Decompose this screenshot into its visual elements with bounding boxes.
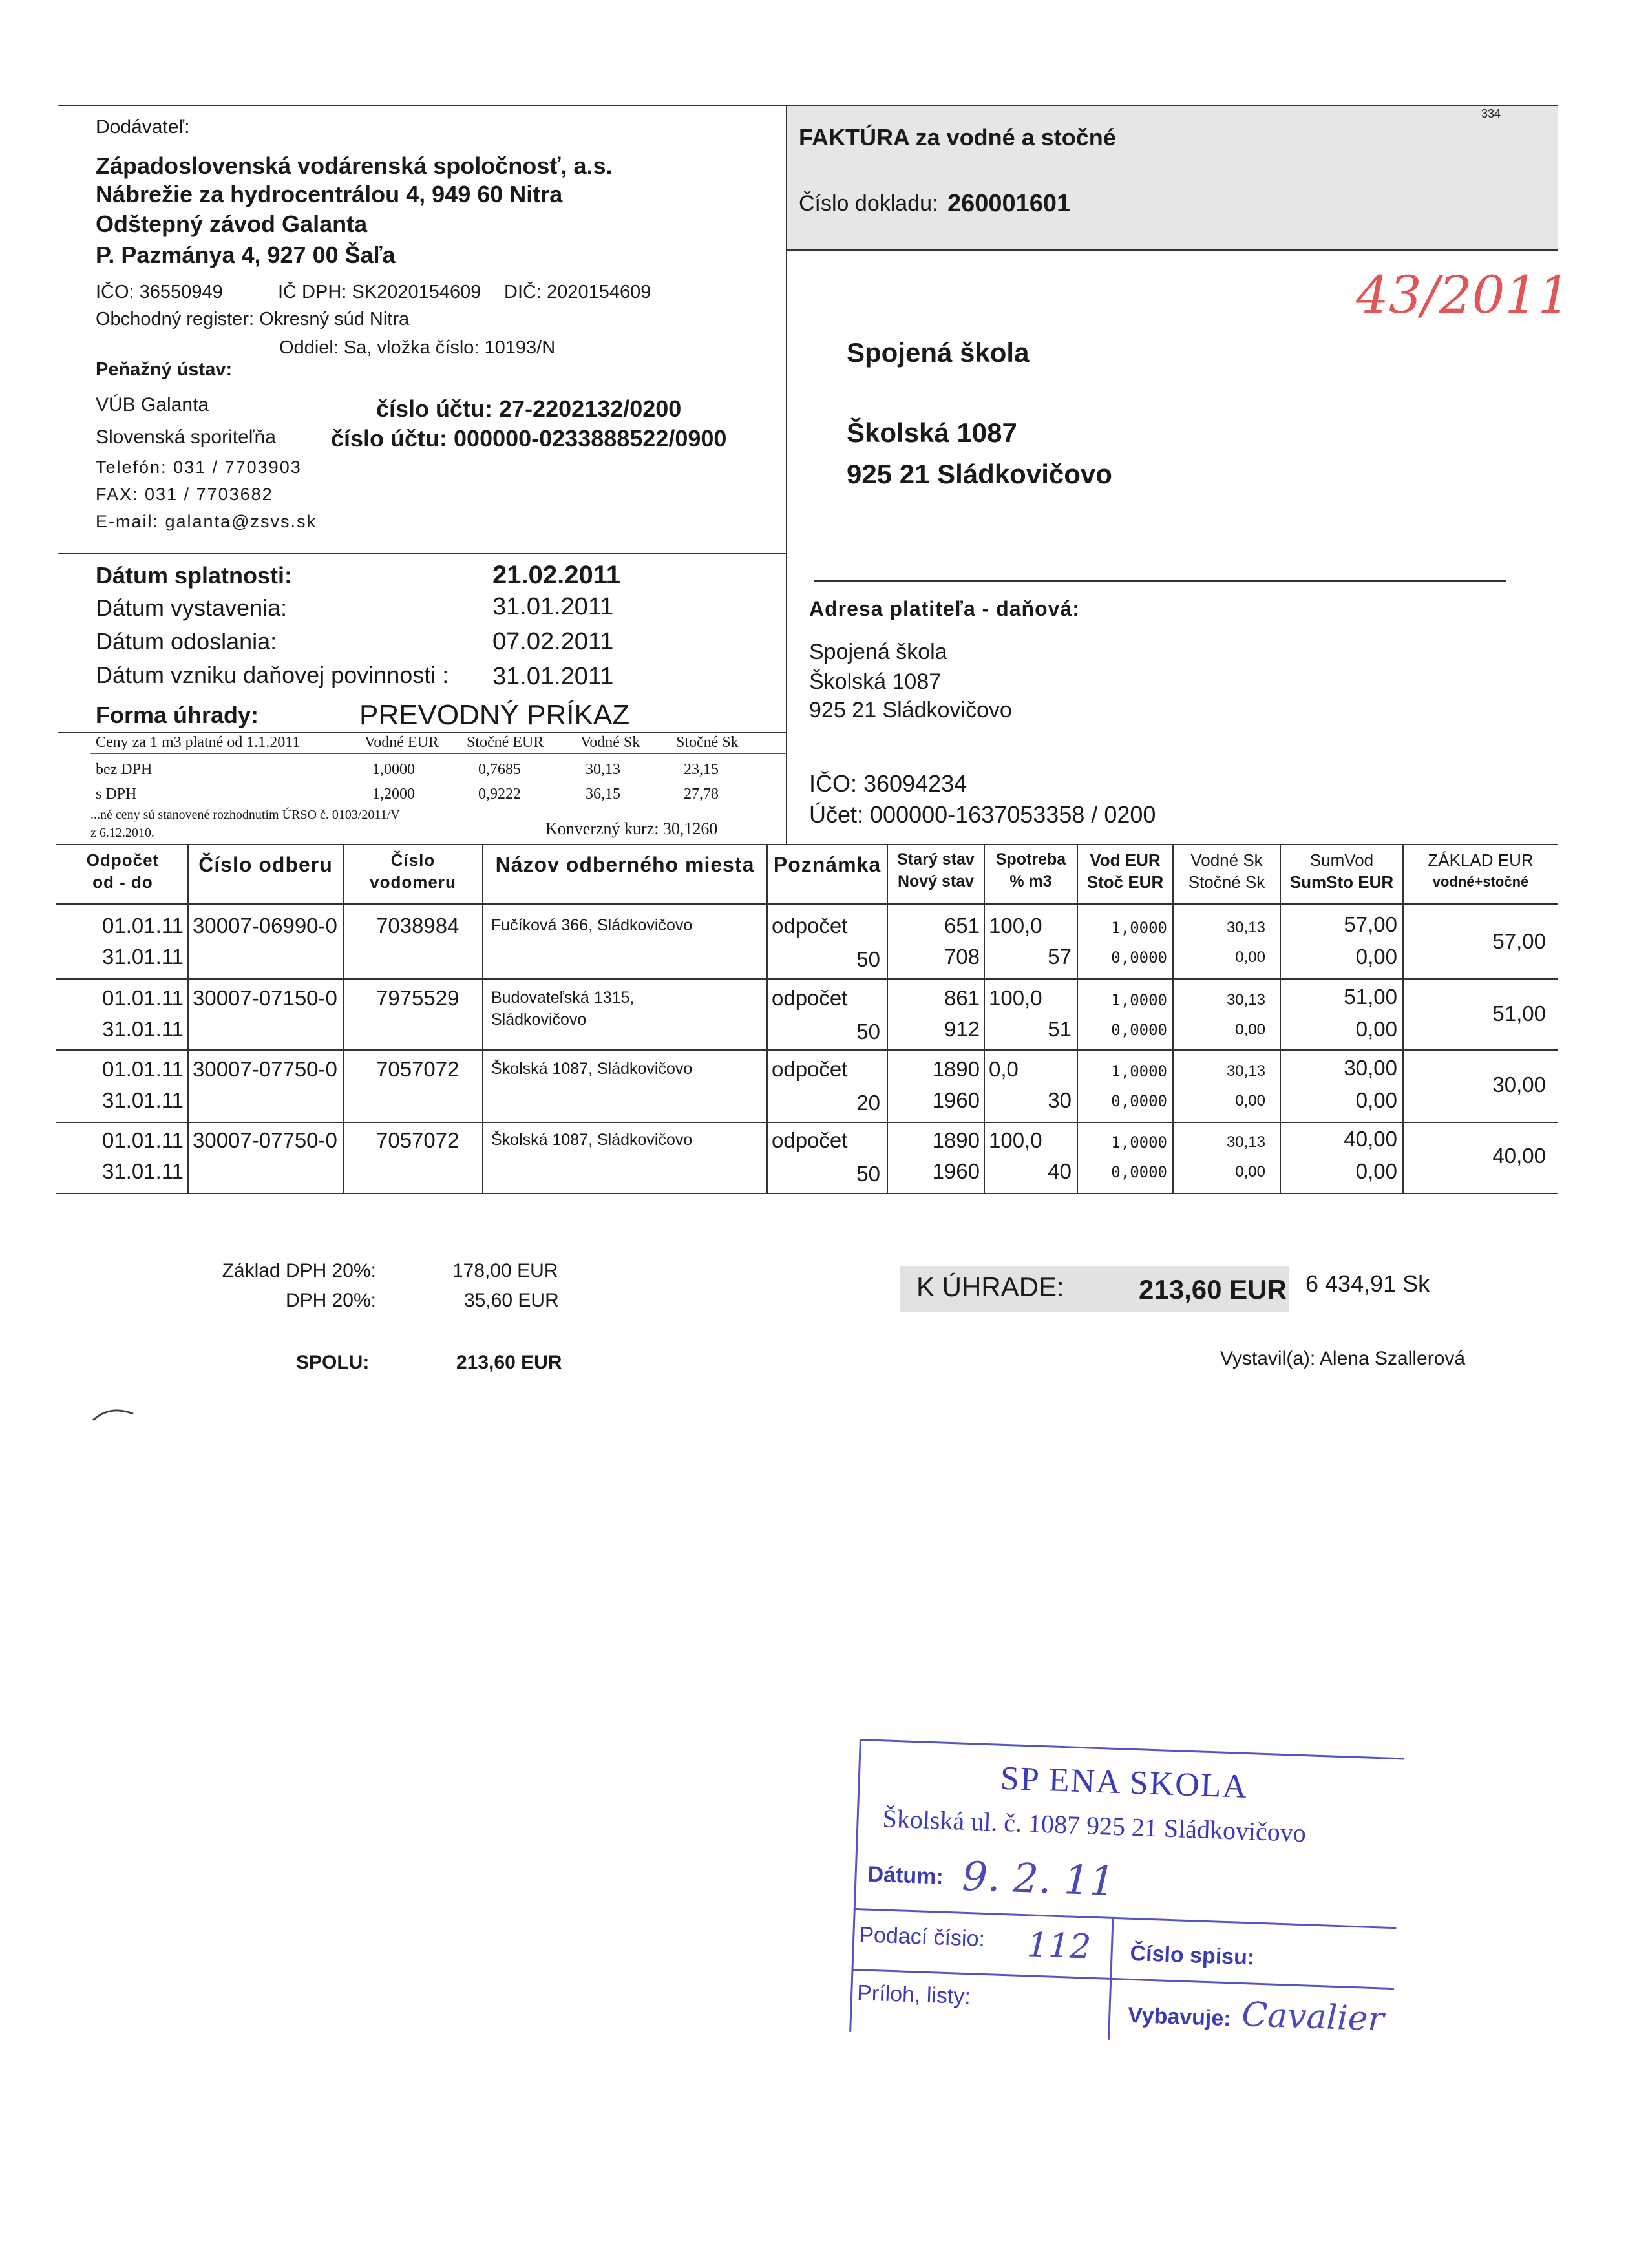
row-separator xyxy=(56,978,1558,980)
price-row-value: 30,13 xyxy=(586,761,620,778)
payer-account: Účet: 000000-1637053358 / 0200 xyxy=(809,801,1156,828)
supplier-name: Západoslovenská vodárenská spoločnosť, a.s. xyxy=(96,152,613,179)
stamp-vybavuje-value: Cavalier xyxy=(1241,1995,1385,2039)
price-note-date: z 6.12.2010. xyxy=(90,826,154,840)
registry-stamp xyxy=(829,1738,1422,2081)
due-date-label: Dátum splatnosti: xyxy=(96,562,293,589)
cell-zaklad: 57,00 xyxy=(1492,929,1546,953)
stamp-prilohy-label: Príloh, listy: xyxy=(856,1980,971,2010)
cell-pct: 100,0 xyxy=(989,914,1042,938)
cell-vod-eur: 1,0000 xyxy=(1111,1133,1167,1151)
cell-vod-eur: 1,0000 xyxy=(1111,919,1167,937)
table-top-line xyxy=(56,844,1558,845)
price-row-value: 0,9222 xyxy=(478,786,521,803)
cell-stoc-eur: 0,0000 xyxy=(1111,949,1167,967)
cell-stary: 1890 xyxy=(932,1057,980,1081)
th-vodne-stocne: vodné+stočné xyxy=(1432,874,1529,890)
cell-m3: 51 xyxy=(1048,1017,1072,1041)
price-row-value: 0,7685 xyxy=(478,761,521,778)
price-row-value: 27,78 xyxy=(684,786,719,803)
th-vodne-sk: Vodné Sk xyxy=(1190,850,1263,870)
stamp-podacie-label: Podací čísio: xyxy=(858,1922,986,1951)
th-pct-m3: % m3 xyxy=(1009,872,1052,890)
cell-sumsto: 0,00 xyxy=(1355,1017,1397,1041)
page-number: 334 xyxy=(1481,107,1501,120)
stamp-date-label: Dátum: xyxy=(867,1862,944,1889)
price-note: ...né ceny sú stanovené rozhodnutím ÚRSO č. 0103/2011/V xyxy=(90,808,400,822)
cell-sumvod: 40,00 xyxy=(1344,1127,1397,1151)
payment-line xyxy=(58,732,787,733)
cell-stary: 861 xyxy=(944,986,980,1010)
cell-zaklad: 40,00 xyxy=(1492,1144,1546,1168)
col-line xyxy=(1402,844,1404,1193)
cell-poz-num: 20 xyxy=(856,1091,880,1115)
cell-vod-eur: 1,0000 xyxy=(1111,991,1167,1009)
cell-miesto: Školská 1087, Sládkovičovo xyxy=(491,1060,693,1078)
cell-od: 01.01.11 xyxy=(101,914,184,938)
vat-base-label: Základ DPH 20%: xyxy=(222,1260,376,1281)
cell-odber: 30007-06990-0 xyxy=(193,914,337,938)
th-zaklad: ZÁKLAD EUR xyxy=(1428,850,1534,870)
customer-street: Školská 1087 xyxy=(847,417,1017,448)
cell-od: 01.01.11 xyxy=(101,1128,184,1152)
price-row-value: 36,15 xyxy=(586,786,620,803)
issued-date-label: Dátum vystavenia: xyxy=(96,594,288,621)
price-row-label: s DPH xyxy=(96,786,137,803)
supplier-register: Obchodný register: Okresný súd Nitra xyxy=(96,309,410,330)
scan-mark xyxy=(90,1403,136,1423)
table-bottom-line xyxy=(56,1193,1558,1194)
cell-poz-num: 50 xyxy=(856,1162,880,1186)
cell-poznamka: odpočet xyxy=(772,914,848,938)
vat-base-value: 178,00 EUR xyxy=(452,1260,558,1281)
th-sumvod: SumVod xyxy=(1309,850,1374,870)
th-odpocet: Odpočet xyxy=(86,850,160,870)
bank1-name: VÚB Galanta xyxy=(96,394,209,415)
customer-city: 925 21 Sládkovičovo xyxy=(847,459,1112,489)
table-header-line xyxy=(56,903,1558,905)
cell-novy: 912 xyxy=(944,1017,980,1041)
cell-sumsto: 0,00 xyxy=(1355,1159,1397,1183)
supplier-fax: FAX: 031 / 7703682 xyxy=(96,485,273,504)
col-line xyxy=(343,844,344,1193)
supplier-ico: IČO: 36550949 xyxy=(96,282,223,302)
supplier-branch-address: P. Pazmánya 4, 927 00 Šaľa xyxy=(96,242,396,268)
cell-pct: 100,0 xyxy=(989,1128,1042,1152)
cell-sumsto: 0,00 xyxy=(1355,945,1397,969)
cell-vodomer: 7057072 xyxy=(376,1057,460,1081)
total-value: 213,60 EUR xyxy=(456,1352,562,1373)
sent-date-value: 07.02.2011 xyxy=(492,628,614,655)
payer-label: Adresa platiteľa - daňová: xyxy=(809,597,1080,620)
supplier-register-section: Oddiel: Sa, vložka číslo: 10193/N xyxy=(279,337,556,358)
cell-stoc-eur: 0,0000 xyxy=(1111,1021,1167,1039)
cell-odber: 30007-07750-0 xyxy=(193,1128,337,1152)
price-header-line xyxy=(90,753,787,754)
col-line xyxy=(766,844,768,1193)
cell-vodomer: 7038984 xyxy=(376,914,460,938)
col-line xyxy=(984,844,985,1193)
supplier-dic: DIČ: 2020154609 xyxy=(504,282,651,302)
cell-sumvod: 30,00 xyxy=(1344,1056,1397,1080)
payment-form-label: Forma úhrady: xyxy=(96,702,259,728)
th-stoc-eur: Stoč EUR xyxy=(1086,872,1164,892)
price-header-2: Stočné EUR xyxy=(467,734,544,751)
price-header-0: Ceny za 1 m3 platné od 1.1.2011 xyxy=(96,734,301,751)
th-sumsto: SumSto EUR xyxy=(1289,872,1394,892)
cell-m3: 57 xyxy=(1048,945,1072,969)
col-line xyxy=(482,844,483,1193)
th-vodomeru: vodomeru xyxy=(370,872,456,892)
vat-value: 35,60 EUR xyxy=(464,1290,559,1311)
stamp-spisu-label: Číslo spisu: xyxy=(1129,1940,1255,1970)
cell-stoc-eur: 0,0000 xyxy=(1111,1163,1167,1181)
payer-city: 925 21 Sládkovičovo xyxy=(809,698,1012,722)
stamp-address: Školská ul. č. 1087 925 21 Sládkovičovo xyxy=(882,1803,1307,1848)
supplier-label: Dodávateľ: xyxy=(96,116,190,138)
col-line xyxy=(1280,844,1281,1193)
th-stary-stav: Starý stav xyxy=(897,850,975,868)
cell-poznamka: odpočet xyxy=(772,1057,848,1081)
payer-top-line xyxy=(814,580,1506,582)
cell-miesto: Budovateľská 1315, xyxy=(491,989,635,1007)
cell-novy: 708 xyxy=(944,945,980,969)
col-line xyxy=(1172,844,1174,1193)
th-spotreba: Spotreba xyxy=(995,850,1066,868)
stamp-podacie-value: 112 xyxy=(1026,1926,1092,1967)
cell-vod-eur: 1,0000 xyxy=(1111,1062,1167,1080)
cell-od: 01.01.11 xyxy=(101,986,184,1010)
supplier-box-bottom xyxy=(58,553,787,554)
cell-poz-num: 50 xyxy=(856,947,880,971)
cell-vod-sk: 30,13 xyxy=(1226,1062,1265,1080)
cell-zaklad: 30,00 xyxy=(1492,1073,1546,1097)
bank-label: Peňažný ústav: xyxy=(96,359,233,380)
supplier-phone: Telefón: 031 / 7703903 xyxy=(96,457,302,477)
supplier-ic-dph: IČ DPH: SK2020154609 xyxy=(278,282,481,302)
doc-number-label: Číslo dokladu: xyxy=(799,191,938,216)
cell-pct: 100,0 xyxy=(989,986,1042,1010)
cell-pct: 0,0 xyxy=(989,1057,1019,1081)
cell-vod-sk: 30,13 xyxy=(1226,1133,1265,1151)
price-header-1: Vodné EUR xyxy=(364,734,439,751)
conversion-rate: Konverzný kurz: 30,1260 xyxy=(545,819,718,838)
cell-poznamka: odpočet xyxy=(772,1128,848,1152)
sent-date-label: Dátum odoslania: xyxy=(96,628,277,655)
cell-od: 01.01.11 xyxy=(101,1057,184,1081)
row-separator xyxy=(56,1049,1558,1051)
stamp-date-value: 9. 2. 11 xyxy=(961,1852,1116,1905)
cell-novy: 1960 xyxy=(932,1088,980,1112)
th-od-do: od - do xyxy=(92,872,153,892)
payer-ico: IČO: 36094234 xyxy=(809,770,967,797)
doc-number: 260001601 xyxy=(947,190,1071,217)
supplier-street: Nábrežie za hydrocentrálou 4, 949 60 Nitra xyxy=(96,181,563,207)
cell-sumvod: 51,00 xyxy=(1344,985,1397,1009)
col-line xyxy=(887,844,888,1193)
total-label: SPOLU: xyxy=(296,1352,370,1373)
header-divider xyxy=(786,105,787,845)
customer-name: Spojená škola xyxy=(847,337,1030,368)
th-nazov: Názov odberného miesta xyxy=(495,853,755,876)
invoice-title: FAKTÚRA za vodné a stočné xyxy=(799,124,1116,151)
stamp-vybavuje-label: Vybavuje: xyxy=(1127,2002,1232,2032)
amount-due-label: K ÚHRADE: xyxy=(916,1272,1064,1302)
price-row-value: 1,0000 xyxy=(372,761,415,778)
issued-date-value: 31.01.2011 xyxy=(492,593,614,620)
row-separator xyxy=(56,1122,1558,1123)
th-cislo: Číslo xyxy=(390,850,436,870)
cell-stoc-sk: 0,00 xyxy=(1235,1163,1265,1181)
th-novy-stav: Nový stav xyxy=(897,872,975,890)
cell-vodomer: 7057072 xyxy=(376,1128,460,1152)
cell-vod-sk: 30,13 xyxy=(1226,991,1265,1009)
price-row-value: 23,15 xyxy=(684,761,719,778)
cell-poz-num: 50 xyxy=(856,1020,880,1044)
amount-due-sk: 6 434,91 Sk xyxy=(1305,1270,1430,1297)
cell-miesto: Fučíková 366, Sládkovičovo xyxy=(491,916,693,934)
payer-name: Spojená škola xyxy=(809,640,947,664)
supplier-branch: Odštepný závod Galanta xyxy=(96,211,368,237)
price-row-value: 1,2000 xyxy=(372,786,415,803)
th-vod-eur: Vod EUR xyxy=(1090,850,1161,870)
cell-stary: 651 xyxy=(944,914,980,938)
tax-date-label: Dátum vzniku daňovej povinnosti : xyxy=(96,662,449,688)
cell-poznamka: odpočet xyxy=(772,986,848,1010)
cell-stoc-sk: 0,00 xyxy=(1235,1021,1265,1038)
supplier-email: E-mail: galanta@zsvs.sk xyxy=(96,512,317,531)
bank2-account: číslo účtu: 000000-0233888522/0900 xyxy=(331,425,727,452)
bank1-account: číslo účtu: 27-2202132/0200 xyxy=(376,395,682,422)
cell-novy: 1960 xyxy=(932,1159,980,1183)
cell-miesto-2: Sládkovičovo xyxy=(491,1011,587,1029)
invoice-box-bottom xyxy=(787,249,1558,251)
cell-do: 31.01.11 xyxy=(101,945,184,969)
cell-m3: 30 xyxy=(1048,1088,1072,1112)
th-stocne-sk: Stočné Sk xyxy=(1188,872,1265,892)
cell-stary: 1890 xyxy=(932,1128,980,1152)
stamp-title: SP ENA SKOLA xyxy=(999,1759,1249,1806)
price-row-label: bez DPH xyxy=(96,761,153,778)
vat-label: DPH 20%: xyxy=(285,1290,376,1311)
amount-due-eur: 213,60 EUR xyxy=(1139,1274,1287,1305)
due-date-value: 21.02.2011 xyxy=(492,561,620,589)
th-cislo-odberu: Číslo odberu xyxy=(198,853,333,876)
cell-vod-sk: 30,13 xyxy=(1226,919,1265,936)
handwritten-note: 43/2011 xyxy=(1356,265,1571,325)
cell-do: 31.01.11 xyxy=(101,1017,184,1041)
th-poznamka: Poznámka xyxy=(773,853,882,876)
cell-m3: 40 xyxy=(1048,1159,1072,1183)
col-line xyxy=(1077,844,1078,1193)
cell-stoc-sk: 0,00 xyxy=(1235,949,1265,966)
payment-form-value: PREVODNÝ PRÍKAZ xyxy=(359,699,630,731)
price-header-4: Stočné Sk xyxy=(676,734,739,751)
cell-vodomer: 7975529 xyxy=(376,986,460,1010)
cell-stoc-sk: 0,00 xyxy=(1235,1092,1265,1109)
col-line xyxy=(187,844,189,1193)
cell-odber: 30007-07750-0 xyxy=(193,1057,337,1081)
cell-sumvod: 57,00 xyxy=(1344,912,1397,936)
cell-sumsto: 0,00 xyxy=(1355,1088,1397,1112)
issuer: Vystavil(a): Alena Szallerová xyxy=(1220,1348,1466,1369)
payer-street: Školská 1087 xyxy=(809,669,942,694)
tax-date-value: 31.01.2011 xyxy=(492,663,614,690)
cell-odber: 30007-07150-0 xyxy=(193,986,337,1010)
cell-do: 31.01.11 xyxy=(101,1088,184,1112)
cell-miesto: Školská 1087, Sládkovičovo xyxy=(491,1131,693,1149)
cell-zaklad: 51,00 xyxy=(1492,1002,1546,1025)
bank2-name: Slovenská sporiteľňa xyxy=(96,426,276,448)
price-header-3: Vodné Sk xyxy=(580,734,640,751)
cell-do: 31.01.11 xyxy=(101,1159,184,1183)
cell-stoc-eur: 0,0000 xyxy=(1111,1092,1167,1110)
